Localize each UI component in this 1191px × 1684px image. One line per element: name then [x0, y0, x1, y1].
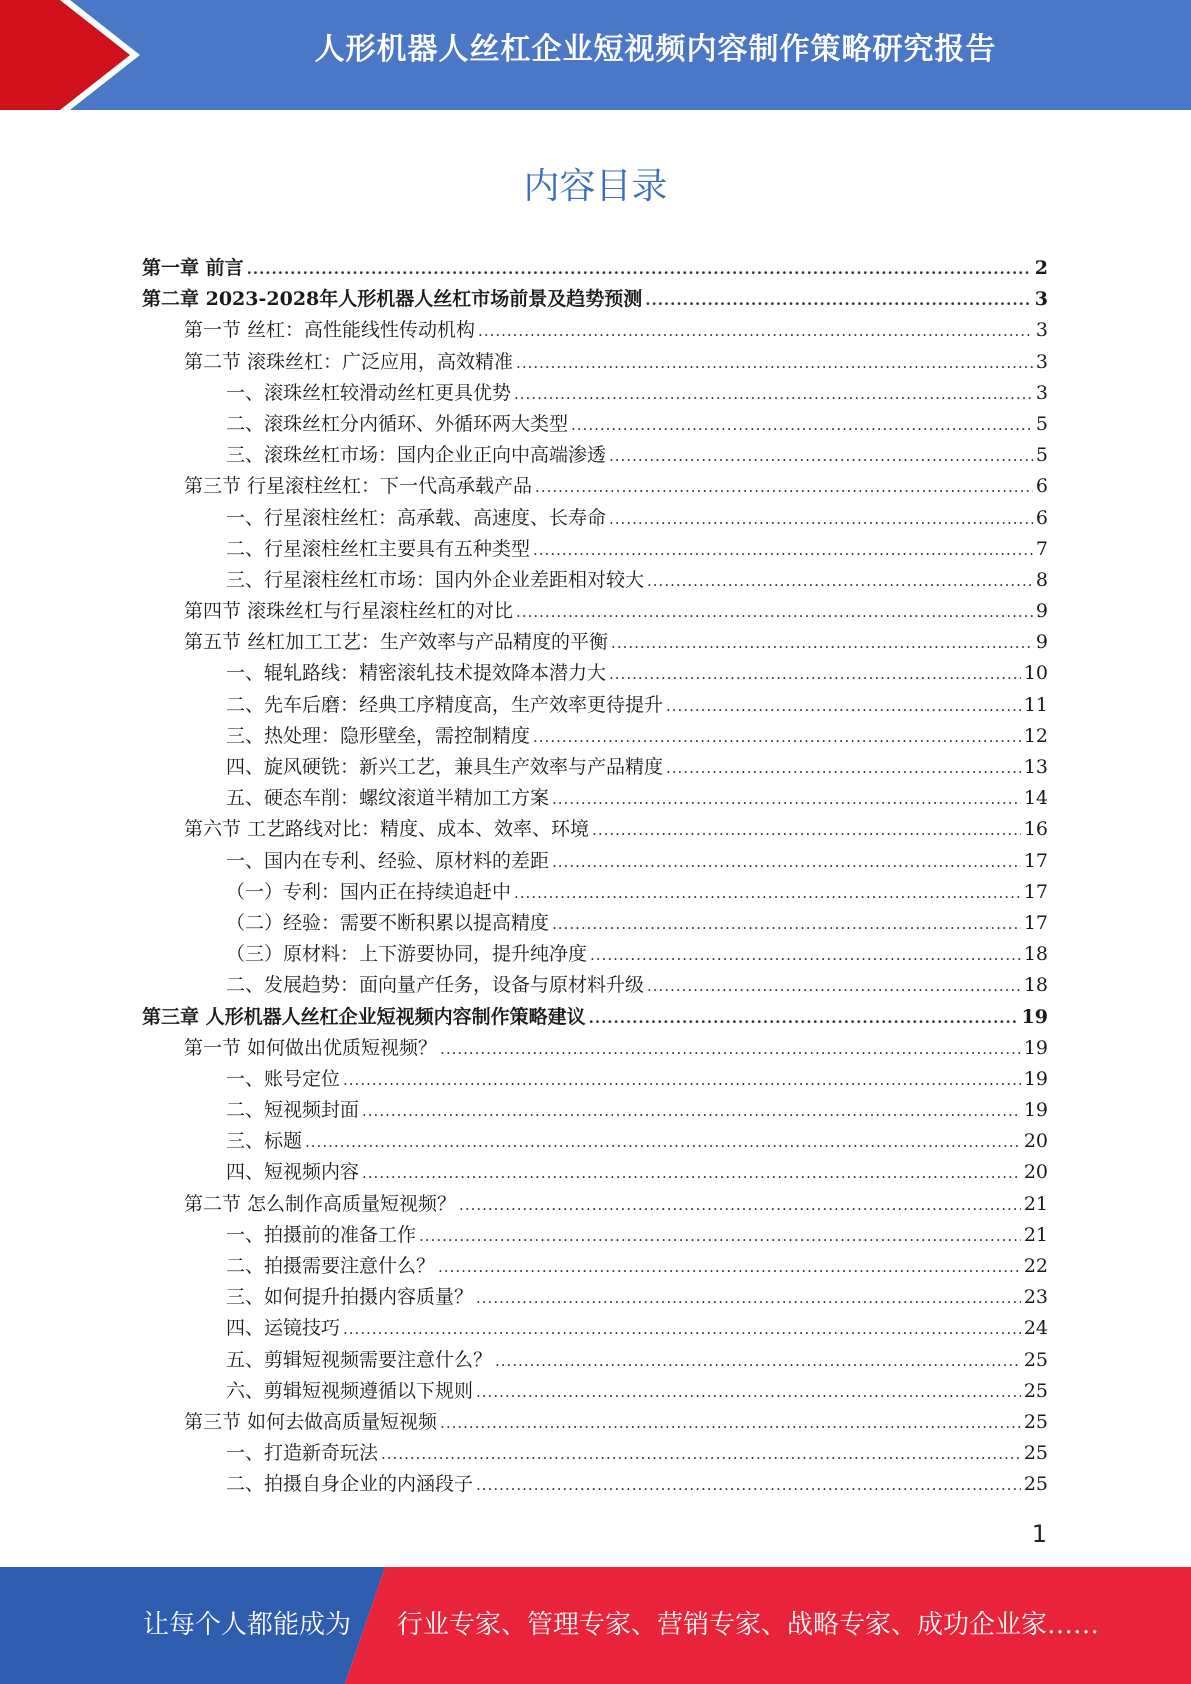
footer-slogan-right: 行业专家、管理专家、营销专家、战略专家、成功企业家……	[397, 1610, 1100, 1640]
toc-dot-leader	[459, 1190, 1021, 1221]
toc-dot-leader	[592, 815, 1021, 846]
toc-entry-title: 五、硬态车削：螺纹滚道半精加工方案	[226, 787, 550, 810]
toc-entry-title: 二、拍摄需要注意什么？	[226, 1255, 436, 1277]
toc-entry-title: 三、热处理：隐形壁垒，需控制精度	[226, 724, 531, 747]
toc-dot-leader	[495, 1346, 1021, 1377]
toc-entry-title: 第三节 如何去做高质量短视频	[184, 1410, 438, 1433]
toc-entry-title: （三）原材料：上下游要协同，提升纯净度	[226, 943, 588, 966]
toc-entry-page: 8	[1035, 568, 1048, 591]
toc-entry-title: 第三节 行星滚柱丝杠：下一代高承载产品	[184, 475, 533, 498]
toc-entry-page: 13	[1023, 756, 1048, 778]
toc-dot-leader	[343, 1314, 1021, 1345]
toc-entry-title: 四、短视频内容	[226, 1161, 360, 1184]
toc-entry-page: 3	[1035, 381, 1048, 404]
footer-slogan-left: 让每个人都能成为	[143, 1610, 352, 1640]
toc-entry[interactable]	[142, 471, 1048, 502]
toc-entry[interactable]	[142, 440, 1048, 471]
toc-entry[interactable]	[142, 1438, 1048, 1469]
toc-entry-title: 第一节 如何做出优质短视频？	[184, 1036, 438, 1059]
toc-entry-page: 17	[1023, 849, 1048, 872]
toc-entry-title: 五、剪辑短视频需要注意什么？	[226, 1348, 493, 1371]
toc-entry-title: 一、拍摄前的准备工作	[226, 1223, 417, 1246]
toc-dot-leader	[476, 1283, 1021, 1314]
toc-dot-leader	[552, 847, 1021, 878]
toc-dot-leader	[438, 1252, 1021, 1283]
toc-dot-leader	[440, 1408, 1021, 1439]
toc-entry[interactable]	[142, 752, 1048, 783]
toc-entry-page: 25	[1023, 1379, 1048, 1402]
page-number: 1	[1031, 1520, 1047, 1548]
toc-dot-leader	[514, 379, 1033, 410]
toc-entry[interactable]	[142, 1189, 1048, 1220]
toc-entry[interactable]	[142, 658, 1048, 689]
toc-entry-title: 一、国内在专利、经验、原材料的差距	[226, 849, 550, 872]
toc-dot-leader	[647, 566, 1033, 597]
toc-dot-leader	[552, 909, 1021, 940]
toc-entry[interactable]	[142, 1033, 1048, 1064]
toc-entry-page: 14	[1023, 787, 1048, 810]
toc-dot-leader	[609, 441, 1033, 472]
toc-entry[interactable]	[142, 1064, 1048, 1095]
toc-entry[interactable]	[142, 908, 1048, 939]
toc-entry[interactable]	[142, 939, 1048, 970]
toc-entry-title: 三、滚珠丝杠市场：国内企业正向中高端渗透	[226, 444, 607, 467]
toc-entry[interactable]	[142, 1126, 1048, 1157]
toc-entry-title: 一、打造新奇玩法	[226, 1442, 379, 1465]
toc-entry-page: 19	[1023, 1099, 1048, 1122]
toc-entry-title: 二、先车后磨：经典工序精度高，生产效率更待提升	[226, 693, 664, 716]
toc-entry-title: 第二节 怎么制作高质量短视频？	[184, 1192, 457, 1215]
toc-dot-leader	[476, 1470, 1021, 1501]
toc-dot-leader	[516, 348, 1033, 379]
toc-entry-page: 23	[1023, 1286, 1048, 1309]
toc-entry-title: （一）专利：国内正在持续追赶中	[226, 880, 512, 903]
toc-entry-title: 二、短视频封面	[226, 1099, 360, 1122]
toc-dot-leader	[609, 504, 1033, 535]
toc-entry-page: 3	[1034, 288, 1048, 311]
toc-entry-page: 6	[1035, 475, 1048, 498]
toc-entry-page: 3	[1035, 350, 1048, 373]
toc-entry-title: 四、旋风硬铣：新兴工艺，兼具生产效率与产品精度	[226, 756, 664, 778]
toc-entry[interactable]	[142, 315, 1048, 346]
toc-entry-page: 18	[1023, 943, 1048, 966]
toc-entry-page: 24	[1023, 1317, 1048, 1340]
toc-entry[interactable]	[142, 1157, 1048, 1188]
toc-entry-title: 一、辊轧路线：精密滚轧技术提效降本潜力大	[226, 662, 607, 685]
toc-entry-page: 18	[1023, 974, 1048, 997]
toc-entry[interactable]	[142, 1251, 1048, 1282]
toc-entry-title: 一、行星滚柱丝杠：高承载、高速度、长寿命	[226, 506, 607, 529]
toc-entry-title: 四、运镜技巧	[226, 1317, 341, 1340]
toc-entry[interactable]	[142, 1313, 1048, 1344]
toc-entry-title: （二）经验：需要不断积累以提高精度	[226, 911, 550, 934]
toc-entry-title: 第五节 丝杠加工工艺：生产效率与产品精度的平衡	[184, 631, 609, 654]
toc-entry-page: 5	[1035, 444, 1048, 467]
toc-dot-leader	[645, 285, 1032, 316]
toc-entry-page: 25	[1023, 1410, 1048, 1433]
toc-title: 内容目录	[523, 166, 668, 207]
toc-dot-leader	[666, 753, 1021, 784]
toc-entry-page: 25	[1023, 1473, 1048, 1496]
toc-dot-leader	[478, 316, 1033, 347]
toc-entry[interactable]	[142, 1376, 1048, 1407]
toc-dot-leader	[343, 1065, 1021, 1096]
toc-entry[interactable]	[142, 1469, 1048, 1500]
toc-entry-page: 9	[1035, 631, 1048, 654]
toc-entry[interactable]	[142, 284, 1048, 315]
toc-entry-title: 第三章 人形机器人丝杠企业短视频内容制作策略建议	[142, 1005, 586, 1028]
toc-dot-leader	[609, 659, 1021, 690]
toc-dot-leader	[533, 722, 1021, 753]
toc-dot-leader	[381, 1439, 1021, 1470]
toc-entry[interactable]	[142, 409, 1048, 440]
toc-entry[interactable]	[142, 814, 1048, 845]
toc-entry[interactable]	[142, 534, 1048, 565]
toc-entry[interactable]	[142, 1095, 1048, 1126]
toc-dot-leader	[516, 597, 1033, 628]
toc-dot-leader	[666, 691, 1021, 722]
toc-dot-leader	[362, 1096, 1021, 1127]
toc-entry[interactable]	[142, 565, 1048, 596]
toc-entry-page: 25	[1023, 1348, 1048, 1371]
toc-entry-title: 第四节 滚珠丝杠与行星滚柱丝杠的对比	[184, 600, 514, 623]
toc-dot-leader	[514, 878, 1021, 909]
toc-dot-leader	[647, 971, 1021, 1002]
toc-entry[interactable]	[142, 503, 1048, 534]
toc-entry[interactable]	[142, 347, 1048, 378]
toc-entry-title: 第二章 2023-2028年人形机器人丝杠市场前景及趋势预测	[142, 288, 643, 311]
toc-entry-page: 10	[1023, 662, 1048, 685]
toc-entry-title: 一、滚珠丝杠较滑动丝杠更具优势	[226, 381, 512, 404]
toc-entry[interactable]	[142, 1345, 1048, 1376]
toc-entry[interactable]	[142, 877, 1048, 908]
toc-dot-leader	[552, 784, 1021, 815]
toc-entry-title: 二、行星滚柱丝杠主要具有五种类型	[226, 537, 531, 560]
toc-dot-leader	[419, 1221, 1021, 1252]
toc-entry[interactable]	[142, 1220, 1048, 1251]
toc-entry-title: 三、如何提升拍摄内容质量？	[226, 1286, 474, 1309]
toc-entry-page: 3	[1035, 319, 1048, 342]
toc-dot-leader	[440, 1034, 1021, 1065]
page-header	[0, 0, 1191, 110]
toc-entry-page: 19	[1023, 1067, 1048, 1090]
toc-dot-leader	[305, 1127, 1021, 1158]
toc-entry[interactable]	[142, 690, 1048, 721]
toc-entry-title: 第二节 滚珠丝杠：广泛应用，高效精准	[184, 350, 514, 373]
toc-entry-title: 三、标题	[226, 1130, 303, 1153]
toc-entry[interactable]	[142, 1282, 1048, 1313]
toc-entry[interactable]	[142, 1002, 1048, 1033]
toc-entry-page: 9	[1035, 600, 1048, 623]
toc-entry-page: 25	[1023, 1442, 1048, 1465]
toc-dot-leader	[247, 254, 1032, 285]
toc-entry[interactable]	[142, 846, 1048, 877]
toc-entry-page: 19	[1021, 1005, 1048, 1028]
toc-entry-page: 20	[1023, 1130, 1048, 1153]
toc-dot-leader	[611, 628, 1033, 659]
toc-entry-page: 2	[1034, 257, 1048, 279]
toc-entry-page: 17	[1023, 880, 1048, 903]
toc-entry[interactable]	[142, 378, 1048, 409]
header-title: 人形机器人丝杠企业短视频内容制作策略研究报告	[314, 32, 997, 67]
toc-entry-page: 19	[1023, 1036, 1048, 1059]
toc-dot-leader	[362, 1158, 1021, 1189]
page-footer	[0, 1567, 1191, 1684]
toc-entry[interactable]	[142, 627, 1048, 658]
toc-entry-title: 六、剪辑短视频遵循以下规则	[226, 1379, 474, 1402]
toc-entry[interactable]	[142, 970, 1048, 1001]
header-arrow-decoration	[0, 0, 160, 110]
toc-dot-leader	[571, 410, 1033, 441]
toc-entry-title: 一、账号定位	[226, 1067, 341, 1090]
toc-entry-page: 21	[1023, 1192, 1048, 1215]
toc-entry-title: 二、滚珠丝杠分内循环、外循环两大类型	[226, 412, 569, 435]
toc-dot-leader	[590, 940, 1021, 971]
toc-entry-title: 第六节 工艺路线对比：精度、成本、效率、环境	[184, 818, 590, 841]
toc-entry-page: 7	[1035, 537, 1048, 560]
toc-entry-title: 三、行星滚柱丝杠市场：国内外企业差距相对较大	[226, 568, 645, 591]
toc-entry-title: 第一节 丝杠：高性能线性传动机构	[184, 319, 476, 342]
toc-dot-leader	[535, 472, 1033, 503]
toc-entry-page: 21	[1023, 1223, 1048, 1246]
toc-entry-page: 6	[1035, 506, 1048, 529]
toc-entry-page: 16	[1023, 818, 1048, 841]
toc-dot-leader	[476, 1377, 1021, 1408]
toc-entry-page: 12	[1023, 724, 1048, 747]
toc-dot-leader	[589, 1003, 1019, 1034]
toc-entry[interactable]	[142, 596, 1048, 627]
toc-entry-page: 22	[1023, 1255, 1048, 1277]
toc-entry-title: 二、拍摄自身企业的内涵段子	[226, 1473, 474, 1496]
toc-entry-page: 17	[1023, 911, 1048, 934]
table-of-contents	[142, 253, 1048, 1501]
toc-entry[interactable]	[142, 1407, 1048, 1438]
toc-entry-title: 二、发展趋势：面向量产任务，设备与原材料升级	[226, 974, 645, 997]
toc-dot-leader	[533, 535, 1033, 566]
toc-entry[interactable]	[142, 783, 1048, 814]
toc-entry-page: 20	[1023, 1161, 1048, 1184]
toc-entry[interactable]	[142, 253, 1048, 284]
toc-entry-page: 11	[1023, 693, 1048, 716]
toc-entry[interactable]	[142, 721, 1048, 752]
toc-entry-title: 第一章 前言	[142, 257, 244, 279]
toc-entry-page: 5	[1035, 412, 1048, 435]
